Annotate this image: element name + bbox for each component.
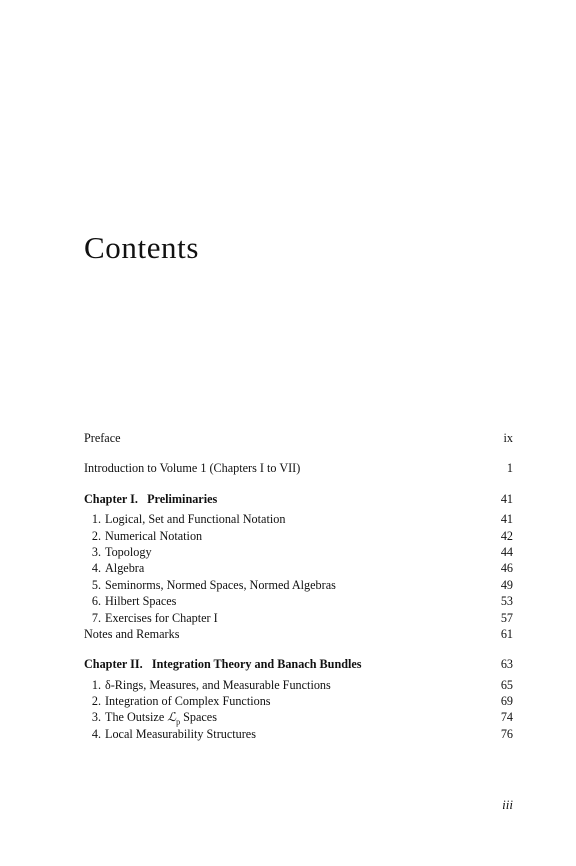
toc-section bbox=[84, 560, 514, 576]
section-label: Algebra bbox=[105, 561, 145, 576]
section-label: Logical, Set and Functional Notation bbox=[105, 512, 286, 527]
section-label: Local Measurability Structures bbox=[105, 726, 256, 741]
table-of-contents bbox=[84, 430, 514, 742]
section-number: 1. bbox=[91, 677, 101, 692]
chapter-heading: Chapter II. Integration Theory and Banach Bundles bbox=[84, 657, 362, 672]
toc-section bbox=[84, 677, 514, 693]
section-page: 69 bbox=[500, 694, 513, 709]
notes-page: 61 bbox=[500, 626, 513, 641]
toc-section bbox=[84, 726, 514, 742]
toc-section bbox=[84, 511, 514, 527]
section-page: 41 bbox=[500, 512, 513, 527]
section-page: 42 bbox=[500, 528, 513, 543]
subscript-p: p bbox=[176, 717, 181, 727]
toc-section bbox=[84, 593, 514, 609]
section-number: 5. bbox=[91, 577, 101, 592]
section-label: Numerical Notation bbox=[105, 528, 203, 543]
section-label-suffix: Spaces bbox=[180, 710, 217, 725]
section-number: 3. bbox=[91, 710, 101, 725]
toc-section bbox=[84, 577, 514, 593]
toc-chapter-1 bbox=[84, 491, 514, 507]
script-l-symbol: ℒ bbox=[167, 710, 177, 725]
toc-entry-preface bbox=[84, 430, 514, 446]
toc-notes-remarks bbox=[84, 626, 514, 642]
toc-section bbox=[84, 610, 514, 626]
section-label: δ-Rings, Measures, and Measurable Functions bbox=[105, 677, 331, 692]
section-page: 74 bbox=[500, 710, 513, 725]
section-number: 6. bbox=[91, 594, 101, 609]
section-page: 76 bbox=[500, 726, 513, 741]
section-page: 65 bbox=[500, 677, 513, 692]
section-label: Integration of Complex Functions bbox=[105, 694, 271, 709]
section-page: 46 bbox=[500, 561, 513, 576]
toc-chapter-2 bbox=[84, 656, 514, 672]
toc-entry-page: 1 bbox=[506, 461, 513, 476]
toc-section bbox=[84, 693, 514, 709]
toc-section bbox=[84, 544, 514, 560]
toc-entry-page: ix bbox=[503, 431, 513, 445]
section-number: 4. bbox=[91, 726, 101, 741]
section-label-prefix: The Outsize bbox=[105, 710, 168, 725]
toc-section bbox=[84, 528, 514, 544]
toc-entry-label: Introduction to Volume 1 (Chapters I to VII) bbox=[84, 461, 301, 476]
notes-label: Notes and Remarks bbox=[84, 626, 180, 641]
section-number: 2. bbox=[91, 528, 101, 543]
section-label: Seminorms, Normed Spaces, Normed Algebras bbox=[105, 577, 336, 592]
chapter-heading: Chapter I. Preliminaries bbox=[84, 491, 218, 506]
section-label: Hilbert Spaces bbox=[105, 594, 177, 609]
section-page: 44 bbox=[500, 544, 513, 559]
page-title: Contents bbox=[84, 230, 200, 265]
page-folio: iii bbox=[502, 797, 513, 812]
toc-section bbox=[84, 709, 514, 725]
section-page: 49 bbox=[500, 577, 513, 592]
section-label: Topology bbox=[105, 544, 152, 559]
section-label: Exercises for Chapter I bbox=[105, 610, 218, 625]
section-number: 7. bbox=[91, 610, 101, 625]
section-page: 57 bbox=[500, 610, 513, 625]
section-page: 53 bbox=[500, 594, 513, 609]
chapter-page: 63 bbox=[500, 657, 513, 672]
section-number: 1. bbox=[91, 512, 101, 527]
section-number: 4. bbox=[91, 561, 101, 576]
toc-entry-introduction bbox=[84, 460, 514, 476]
chapter-page: 41 bbox=[500, 491, 513, 506]
toc-entry-label: Preface bbox=[84, 431, 121, 445]
section-number: 2. bbox=[91, 694, 101, 709]
section-number: 3. bbox=[91, 544, 101, 559]
